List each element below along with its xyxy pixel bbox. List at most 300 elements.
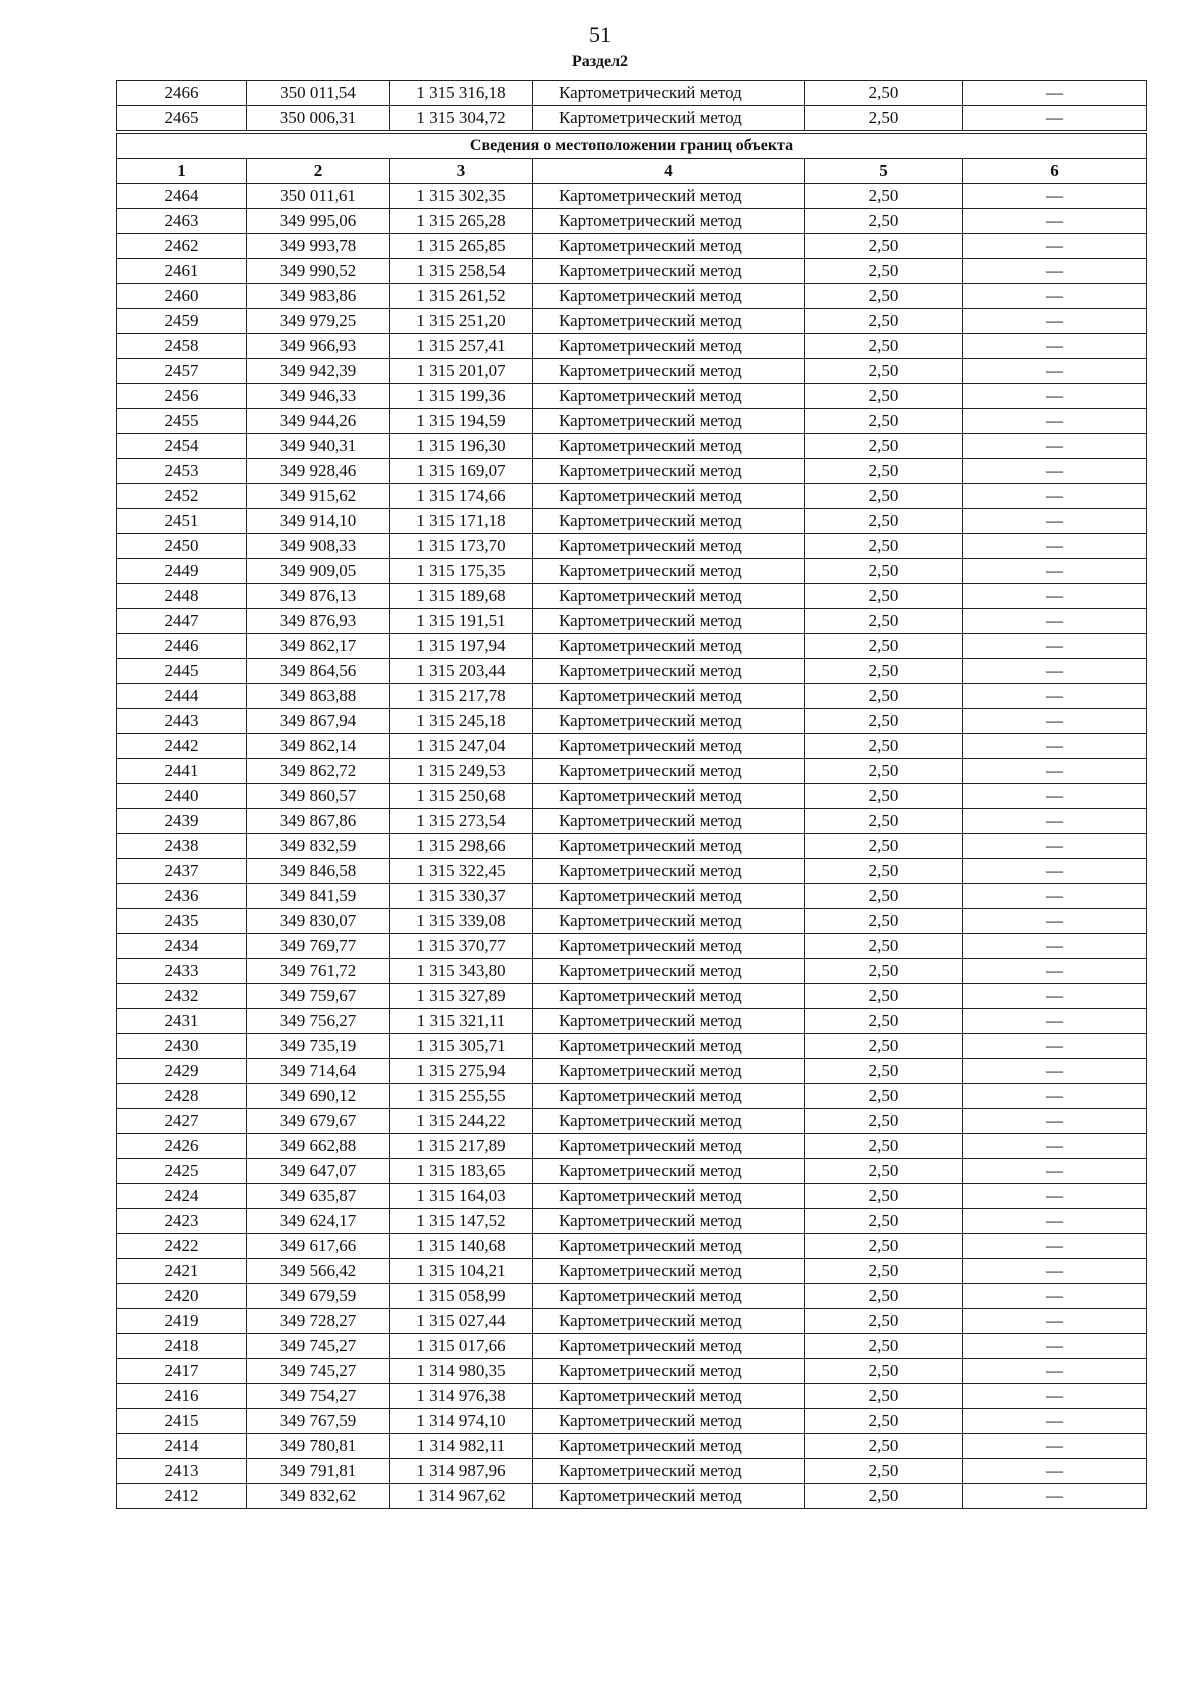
table-row bbox=[117, 784, 1147, 809]
method-cell: Картометрический метод bbox=[533, 459, 805, 484]
point-number-cell: 2431 bbox=[117, 1009, 247, 1034]
accuracy-cell: 2,50 bbox=[805, 209, 963, 234]
description-cell: — bbox=[963, 1384, 1147, 1409]
point-number-cell: 2466 bbox=[117, 81, 247, 106]
accuracy-cell: 2,50 bbox=[805, 1459, 963, 1484]
description-cell: — bbox=[963, 609, 1147, 634]
x-coordinate-cell: 350 011,54 bbox=[247, 81, 390, 106]
accuracy-cell: 2,50 bbox=[805, 1484, 963, 1509]
description-cell: — bbox=[963, 684, 1147, 709]
y-coordinate-cell: 1 315 196,30 bbox=[390, 434, 533, 459]
y-coordinate-cell: 1 315 175,35 bbox=[390, 559, 533, 584]
description-cell: — bbox=[963, 859, 1147, 884]
description-cell: — bbox=[963, 1309, 1147, 1334]
point-number-cell: 2434 bbox=[117, 934, 247, 959]
table-row bbox=[117, 334, 1147, 359]
point-number-cell: 2414 bbox=[117, 1434, 247, 1459]
y-coordinate-cell: 1 315 245,18 bbox=[390, 709, 533, 734]
point-number-cell: 2447 bbox=[117, 609, 247, 634]
point-number-cell: 2451 bbox=[117, 509, 247, 534]
table-row bbox=[117, 684, 1147, 709]
accuracy-cell: 2,50 bbox=[805, 609, 963, 634]
method-cell: Картометрический метод bbox=[533, 909, 805, 934]
accuracy-cell: 2,50 bbox=[805, 759, 963, 784]
point-number-cell: 2427 bbox=[117, 1109, 247, 1134]
table-row bbox=[117, 309, 1147, 334]
x-coordinate-cell: 349 754,27 bbox=[247, 1384, 390, 1409]
accuracy-cell: 2,50 bbox=[805, 784, 963, 809]
table-row bbox=[117, 1309, 1147, 1334]
x-coordinate-cell: 349 617,66 bbox=[247, 1234, 390, 1259]
table-row bbox=[117, 884, 1147, 909]
description-cell: — bbox=[963, 1284, 1147, 1309]
x-coordinate-cell: 349 863,88 bbox=[247, 684, 390, 709]
point-number-cell: 2435 bbox=[117, 909, 247, 934]
method-cell: Картометрический метод bbox=[533, 1034, 805, 1059]
table-row bbox=[117, 1484, 1147, 1509]
y-coordinate-cell: 1 315 164,03 bbox=[390, 1184, 533, 1209]
table-row bbox=[117, 534, 1147, 559]
description-cell: — bbox=[963, 1134, 1147, 1159]
point-number-cell: 2452 bbox=[117, 484, 247, 509]
method-cell: Картометрический метод bbox=[533, 384, 805, 409]
point-number-cell: 2457 bbox=[117, 359, 247, 384]
table-row bbox=[117, 1059, 1147, 1084]
method-cell: Картометрический метод bbox=[533, 359, 805, 384]
accuracy-cell: 2,50 bbox=[805, 734, 963, 759]
accuracy-cell: 2,50 bbox=[805, 559, 963, 584]
point-number-cell: 2424 bbox=[117, 1184, 247, 1209]
description-cell: — bbox=[963, 1259, 1147, 1284]
y-coordinate-cell: 1 315 173,70 bbox=[390, 534, 533, 559]
description-cell: — bbox=[963, 759, 1147, 784]
description-cell: — bbox=[963, 234, 1147, 259]
x-coordinate-cell: 349 915,62 bbox=[247, 484, 390, 509]
x-coordinate-cell: 349 728,27 bbox=[247, 1309, 390, 1334]
table-row bbox=[117, 1259, 1147, 1284]
x-coordinate-cell: 349 566,42 bbox=[247, 1259, 390, 1284]
x-coordinate-cell: 349 966,93 bbox=[247, 334, 390, 359]
accuracy-cell: 2,50 bbox=[805, 81, 963, 106]
description-cell: — bbox=[963, 1109, 1147, 1134]
accuracy-cell: 2,50 bbox=[805, 409, 963, 434]
accuracy-cell: 2,50 bbox=[805, 1409, 963, 1434]
method-cell: Картометрический метод bbox=[533, 1459, 805, 1484]
table-row bbox=[117, 1459, 1147, 1484]
method-cell: Картометрический метод bbox=[533, 609, 805, 634]
x-coordinate-cell: 349 867,86 bbox=[247, 809, 390, 834]
x-coordinate-cell: 349 990,52 bbox=[247, 259, 390, 284]
accuracy-cell: 2,50 bbox=[805, 934, 963, 959]
description-cell: — bbox=[963, 334, 1147, 359]
x-coordinate-cell: 349 745,27 bbox=[247, 1334, 390, 1359]
point-number-cell: 2464 bbox=[117, 184, 247, 209]
y-coordinate-cell: 1 315 017,66 bbox=[390, 1334, 533, 1359]
x-coordinate-cell: 349 647,07 bbox=[247, 1159, 390, 1184]
method-cell: Картометрический метод bbox=[533, 884, 805, 909]
accuracy-cell: 2,50 bbox=[805, 184, 963, 209]
point-number-cell: 2412 bbox=[117, 1484, 247, 1509]
method-cell: Картометрический метод bbox=[533, 259, 805, 284]
y-coordinate-cell: 1 315 258,54 bbox=[390, 259, 533, 284]
point-number-cell: 2455 bbox=[117, 409, 247, 434]
description-cell: — bbox=[963, 81, 1147, 106]
column-number-cell: 1 bbox=[117, 159, 247, 184]
description-cell: — bbox=[963, 809, 1147, 834]
x-coordinate-cell: 349 759,67 bbox=[247, 984, 390, 1009]
table-row bbox=[117, 909, 1147, 934]
column-number-row bbox=[117, 159, 1147, 184]
method-cell: Картометрический метод bbox=[533, 859, 805, 884]
method-cell: Картометрический метод bbox=[533, 684, 805, 709]
method-cell: Картометрический метод bbox=[533, 81, 805, 106]
accuracy-cell: 2,50 bbox=[805, 834, 963, 859]
x-coordinate-cell: 349 830,07 bbox=[247, 909, 390, 934]
column-number-cell: 6 bbox=[963, 159, 1147, 184]
table-row bbox=[117, 484, 1147, 509]
y-coordinate-cell: 1 315 244,22 bbox=[390, 1109, 533, 1134]
method-cell: Картометрический метод bbox=[533, 809, 805, 834]
table-row bbox=[117, 234, 1147, 259]
description-cell: — bbox=[963, 959, 1147, 984]
x-coordinate-cell: 349 690,12 bbox=[247, 1084, 390, 1109]
x-coordinate-cell: 349 909,05 bbox=[247, 559, 390, 584]
description-cell: — bbox=[963, 284, 1147, 309]
y-coordinate-cell: 1 315 343,80 bbox=[390, 959, 533, 984]
method-cell: Картометрический метод bbox=[533, 1409, 805, 1434]
point-number-cell: 2432 bbox=[117, 984, 247, 1009]
table-row bbox=[117, 509, 1147, 534]
x-coordinate-cell: 349 928,46 bbox=[247, 459, 390, 484]
method-cell: Картометрический метод bbox=[533, 234, 805, 259]
x-coordinate-cell: 349 791,81 bbox=[247, 1459, 390, 1484]
table-row bbox=[117, 184, 1147, 209]
table-row bbox=[117, 734, 1147, 759]
method-cell: Картометрический метод bbox=[533, 1059, 805, 1084]
accuracy-cell: 2,50 bbox=[805, 1084, 963, 1109]
x-coordinate-cell: 349 940,31 bbox=[247, 434, 390, 459]
method-cell: Картометрический метод bbox=[533, 1384, 805, 1409]
description-cell: — bbox=[963, 584, 1147, 609]
description-cell: — bbox=[963, 834, 1147, 859]
method-cell: Картометрический метод bbox=[533, 1334, 805, 1359]
section-title: Раздел2 bbox=[571, 53, 629, 70]
description-cell: — bbox=[963, 634, 1147, 659]
x-coordinate-cell: 349 979,25 bbox=[247, 309, 390, 334]
y-coordinate-cell: 1 314 987,96 bbox=[390, 1459, 533, 1484]
description-cell: — bbox=[963, 1059, 1147, 1084]
method-cell: Картометрический метод bbox=[533, 409, 805, 434]
x-coordinate-cell: 349 756,27 bbox=[247, 1009, 390, 1034]
accuracy-cell: 2,50 bbox=[805, 984, 963, 1009]
accuracy-cell: 2,50 bbox=[805, 1234, 963, 1259]
description-cell: — bbox=[963, 1409, 1147, 1434]
description-cell: — bbox=[963, 1184, 1147, 1209]
description-cell: — bbox=[963, 934, 1147, 959]
table-row bbox=[117, 809, 1147, 834]
point-number-cell: 2440 bbox=[117, 784, 247, 809]
method-cell: Картометрический метод bbox=[533, 734, 805, 759]
point-number-cell: 2442 bbox=[117, 734, 247, 759]
description-cell: — bbox=[963, 534, 1147, 559]
x-coordinate-cell: 349 876,13 bbox=[247, 584, 390, 609]
y-coordinate-cell: 1 315 316,18 bbox=[390, 81, 533, 106]
accuracy-cell: 2,50 bbox=[805, 1059, 963, 1084]
y-coordinate-cell: 1 314 967,62 bbox=[390, 1484, 533, 1509]
description-cell: — bbox=[963, 1084, 1147, 1109]
method-cell: Картометрический метод bbox=[533, 184, 805, 209]
accuracy-cell: 2,50 bbox=[805, 1184, 963, 1209]
x-coordinate-cell: 349 714,64 bbox=[247, 1059, 390, 1084]
y-coordinate-cell: 1 314 980,35 bbox=[390, 1359, 533, 1384]
description-cell: — bbox=[963, 984, 1147, 1009]
y-coordinate-cell: 1 315 027,44 bbox=[390, 1309, 533, 1334]
y-coordinate-cell: 1 315 171,18 bbox=[390, 509, 533, 534]
table-caption-group bbox=[117, 131, 1147, 184]
y-coordinate-cell: 1 315 275,94 bbox=[390, 1059, 533, 1084]
description-cell: — bbox=[963, 1484, 1147, 1509]
x-coordinate-cell: 349 841,59 bbox=[247, 884, 390, 909]
y-coordinate-cell: 1 315 330,37 bbox=[390, 884, 533, 909]
description-cell: — bbox=[963, 1459, 1147, 1484]
description-cell: — bbox=[963, 1009, 1147, 1034]
table-row bbox=[117, 709, 1147, 734]
y-coordinate-cell: 1 315 250,68 bbox=[390, 784, 533, 809]
y-coordinate-cell: 1 315 197,94 bbox=[390, 634, 533, 659]
method-cell: Картометрический метод bbox=[533, 1109, 805, 1134]
table-row bbox=[117, 284, 1147, 309]
table-row bbox=[117, 859, 1147, 884]
method-cell: Картометрический метод bbox=[533, 1209, 805, 1234]
point-number-cell: 2421 bbox=[117, 1259, 247, 1284]
point-number-cell: 2443 bbox=[117, 709, 247, 734]
point-number-cell: 2459 bbox=[117, 309, 247, 334]
table-row bbox=[117, 1184, 1147, 1209]
y-coordinate-cell: 1 315 104,21 bbox=[390, 1259, 533, 1284]
accuracy-cell: 2,50 bbox=[805, 1209, 963, 1234]
accuracy-cell: 2,50 bbox=[805, 359, 963, 384]
y-coordinate-cell: 1 315 247,04 bbox=[390, 734, 533, 759]
description-cell: — bbox=[963, 884, 1147, 909]
description-cell: — bbox=[963, 909, 1147, 934]
x-coordinate-cell: 349 735,19 bbox=[247, 1034, 390, 1059]
method-cell: Картометрический метод bbox=[533, 1009, 805, 1034]
method-cell: Картометрический метод bbox=[533, 1284, 805, 1309]
y-coordinate-cell: 1 315 217,78 bbox=[390, 684, 533, 709]
description-cell: — bbox=[963, 106, 1147, 131]
description-cell: — bbox=[963, 409, 1147, 434]
table-row bbox=[117, 434, 1147, 459]
accuracy-cell: 2,50 bbox=[805, 1034, 963, 1059]
point-number-cell: 2426 bbox=[117, 1134, 247, 1159]
x-coordinate-cell: 349 862,72 bbox=[247, 759, 390, 784]
table-row bbox=[117, 359, 1147, 384]
description-cell: — bbox=[963, 784, 1147, 809]
accuracy-cell: 2,50 bbox=[805, 1009, 963, 1034]
y-coordinate-cell: 1 315 302,35 bbox=[390, 184, 533, 209]
table-row bbox=[117, 1334, 1147, 1359]
point-number-cell: 2429 bbox=[117, 1059, 247, 1084]
x-coordinate-cell: 349 780,81 bbox=[247, 1434, 390, 1459]
y-coordinate-cell: 1 315 217,89 bbox=[390, 1134, 533, 1159]
y-coordinate-cell: 1 315 174,66 bbox=[390, 484, 533, 509]
description-cell: — bbox=[963, 384, 1147, 409]
table-row bbox=[117, 1134, 1147, 1159]
point-number-cell: 2438 bbox=[117, 834, 247, 859]
point-number-cell: 2453 bbox=[117, 459, 247, 484]
method-cell: Картометрический метод bbox=[533, 484, 805, 509]
accuracy-cell: 2,50 bbox=[805, 284, 963, 309]
table-row bbox=[117, 1434, 1147, 1459]
point-number-cell: 2422 bbox=[117, 1234, 247, 1259]
table-row bbox=[117, 209, 1147, 234]
x-coordinate-cell: 349 767,59 bbox=[247, 1409, 390, 1434]
method-cell: Картометрический метод bbox=[533, 209, 805, 234]
y-coordinate-cell: 1 315 322,45 bbox=[390, 859, 533, 884]
method-cell: Картометрический метод bbox=[533, 1484, 805, 1509]
accuracy-cell: 2,50 bbox=[805, 309, 963, 334]
y-coordinate-cell: 1 314 974,10 bbox=[390, 1409, 533, 1434]
column-number-cell: 4 bbox=[533, 159, 805, 184]
y-coordinate-cell: 1 314 982,11 bbox=[390, 1434, 533, 1459]
accuracy-cell: 2,50 bbox=[805, 434, 963, 459]
x-coordinate-cell: 349 908,33 bbox=[247, 534, 390, 559]
x-coordinate-cell: 349 662,88 bbox=[247, 1134, 390, 1159]
table-row bbox=[117, 1234, 1147, 1259]
table-row bbox=[117, 409, 1147, 434]
y-coordinate-cell: 1 315 327,89 bbox=[390, 984, 533, 1009]
x-coordinate-cell: 349 769,77 bbox=[247, 934, 390, 959]
column-number-cell: 2 bbox=[247, 159, 390, 184]
table-row bbox=[117, 959, 1147, 984]
description-cell: — bbox=[963, 1034, 1147, 1059]
description-cell: — bbox=[963, 434, 1147, 459]
table-row bbox=[117, 384, 1147, 409]
table-row bbox=[117, 1159, 1147, 1184]
accuracy-cell: 2,50 bbox=[805, 1159, 963, 1184]
point-number-cell: 2415 bbox=[117, 1409, 247, 1434]
y-coordinate-cell: 1 315 199,36 bbox=[390, 384, 533, 409]
y-coordinate-cell: 1 315 183,65 bbox=[390, 1159, 533, 1184]
accuracy-cell: 2,50 bbox=[805, 484, 963, 509]
y-coordinate-cell: 1 315 147,52 bbox=[390, 1209, 533, 1234]
method-cell: Картометрический метод bbox=[533, 1134, 805, 1159]
x-coordinate-cell: 349 624,17 bbox=[247, 1209, 390, 1234]
description-cell: — bbox=[963, 484, 1147, 509]
y-coordinate-cell: 1 315 339,08 bbox=[390, 909, 533, 934]
x-coordinate-cell: 349 862,14 bbox=[247, 734, 390, 759]
point-number-cell: 2450 bbox=[117, 534, 247, 559]
method-cell: Картометрический метод bbox=[533, 559, 805, 584]
point-number-cell: 2444 bbox=[117, 684, 247, 709]
method-cell: Картометрический метод bbox=[533, 1359, 805, 1384]
description-cell: — bbox=[963, 184, 1147, 209]
point-number-cell: 2439 bbox=[117, 809, 247, 834]
point-number-cell: 2420 bbox=[117, 1284, 247, 1309]
method-cell: Картометрический метод bbox=[533, 1159, 805, 1184]
top-rows bbox=[117, 81, 1147, 131]
table-row bbox=[117, 634, 1147, 659]
method-cell: Картометрический метод bbox=[533, 1259, 805, 1284]
method-cell: Картометрический метод bbox=[533, 334, 805, 359]
accuracy-cell: 2,50 bbox=[805, 1334, 963, 1359]
accuracy-cell: 2,50 bbox=[805, 106, 963, 131]
y-coordinate-cell: 1 315 257,41 bbox=[390, 334, 533, 359]
method-cell: Картометрический метод bbox=[533, 659, 805, 684]
accuracy-cell: 2,50 bbox=[805, 634, 963, 659]
table-row bbox=[117, 81, 1147, 106]
accuracy-cell: 2,50 bbox=[805, 859, 963, 884]
x-coordinate-cell: 349 860,57 bbox=[247, 784, 390, 809]
accuracy-cell: 2,50 bbox=[805, 1259, 963, 1284]
description-cell: — bbox=[963, 209, 1147, 234]
method-cell: Картометрический метод bbox=[533, 284, 805, 309]
method-cell: Картометрический метод bbox=[533, 959, 805, 984]
method-cell: Картометрический метод bbox=[533, 584, 805, 609]
point-number-cell: 2425 bbox=[117, 1159, 247, 1184]
x-coordinate-cell: 350 006,31 bbox=[247, 106, 390, 131]
point-number-cell: 2448 bbox=[117, 584, 247, 609]
point-number-cell: 2456 bbox=[117, 384, 247, 409]
accuracy-cell: 2,50 bbox=[805, 1284, 963, 1309]
point-number-cell: 2454 bbox=[117, 434, 247, 459]
accuracy-cell: 2,50 bbox=[805, 259, 963, 284]
method-cell: Картометрический метод bbox=[533, 784, 805, 809]
method-cell: Картометрический метод bbox=[533, 1309, 805, 1334]
accuracy-cell: 2,50 bbox=[805, 234, 963, 259]
method-cell: Картометрический метод bbox=[533, 709, 805, 734]
description-cell: — bbox=[963, 1209, 1147, 1234]
y-coordinate-cell: 1 315 201,07 bbox=[390, 359, 533, 384]
description-cell: — bbox=[963, 359, 1147, 384]
point-number-cell: 2418 bbox=[117, 1334, 247, 1359]
y-coordinate-cell: 1 315 194,59 bbox=[390, 409, 533, 434]
x-coordinate-cell: 349 761,72 bbox=[247, 959, 390, 984]
description-cell: — bbox=[963, 509, 1147, 534]
x-coordinate-cell: 349 944,26 bbox=[247, 409, 390, 434]
y-coordinate-cell: 1 315 370,77 bbox=[390, 934, 533, 959]
accuracy-cell: 2,50 bbox=[805, 659, 963, 684]
description-cell: — bbox=[963, 1434, 1147, 1459]
description-cell: — bbox=[963, 1334, 1147, 1359]
method-cell: Картометрический метод bbox=[533, 1234, 805, 1259]
method-cell: Картометрический метод bbox=[533, 1434, 805, 1459]
y-coordinate-cell: 1 315 265,85 bbox=[390, 234, 533, 259]
y-coordinate-cell: 1 315 305,71 bbox=[390, 1034, 533, 1059]
table-row bbox=[117, 1034, 1147, 1059]
column-number-cell: 5 bbox=[805, 159, 963, 184]
y-coordinate-cell: 1 315 304,72 bbox=[390, 106, 533, 131]
description-cell: — bbox=[963, 1159, 1147, 1184]
point-number-cell: 2413 bbox=[117, 1459, 247, 1484]
point-number-cell: 2458 bbox=[117, 334, 247, 359]
y-coordinate-cell: 1 315 189,68 bbox=[390, 584, 533, 609]
method-cell: Картометрический метод bbox=[533, 934, 805, 959]
description-cell: — bbox=[963, 559, 1147, 584]
point-number-cell: 2416 bbox=[117, 1384, 247, 1409]
x-coordinate-cell: 349 876,93 bbox=[247, 609, 390, 634]
y-coordinate-cell: 1 315 273,54 bbox=[390, 809, 533, 834]
x-coordinate-cell: 349 862,17 bbox=[247, 634, 390, 659]
method-cell: Картометрический метод bbox=[533, 1084, 805, 1109]
point-number-cell: 2417 bbox=[117, 1359, 247, 1384]
table-caption: Сведения о местоположении границ объекта bbox=[117, 134, 1147, 159]
point-number-cell: 2460 bbox=[117, 284, 247, 309]
method-cell: Картометрический метод bbox=[533, 759, 805, 784]
method-cell: Картометрический метод bbox=[533, 834, 805, 859]
table-row bbox=[117, 984, 1147, 1009]
table-row bbox=[117, 584, 1147, 609]
